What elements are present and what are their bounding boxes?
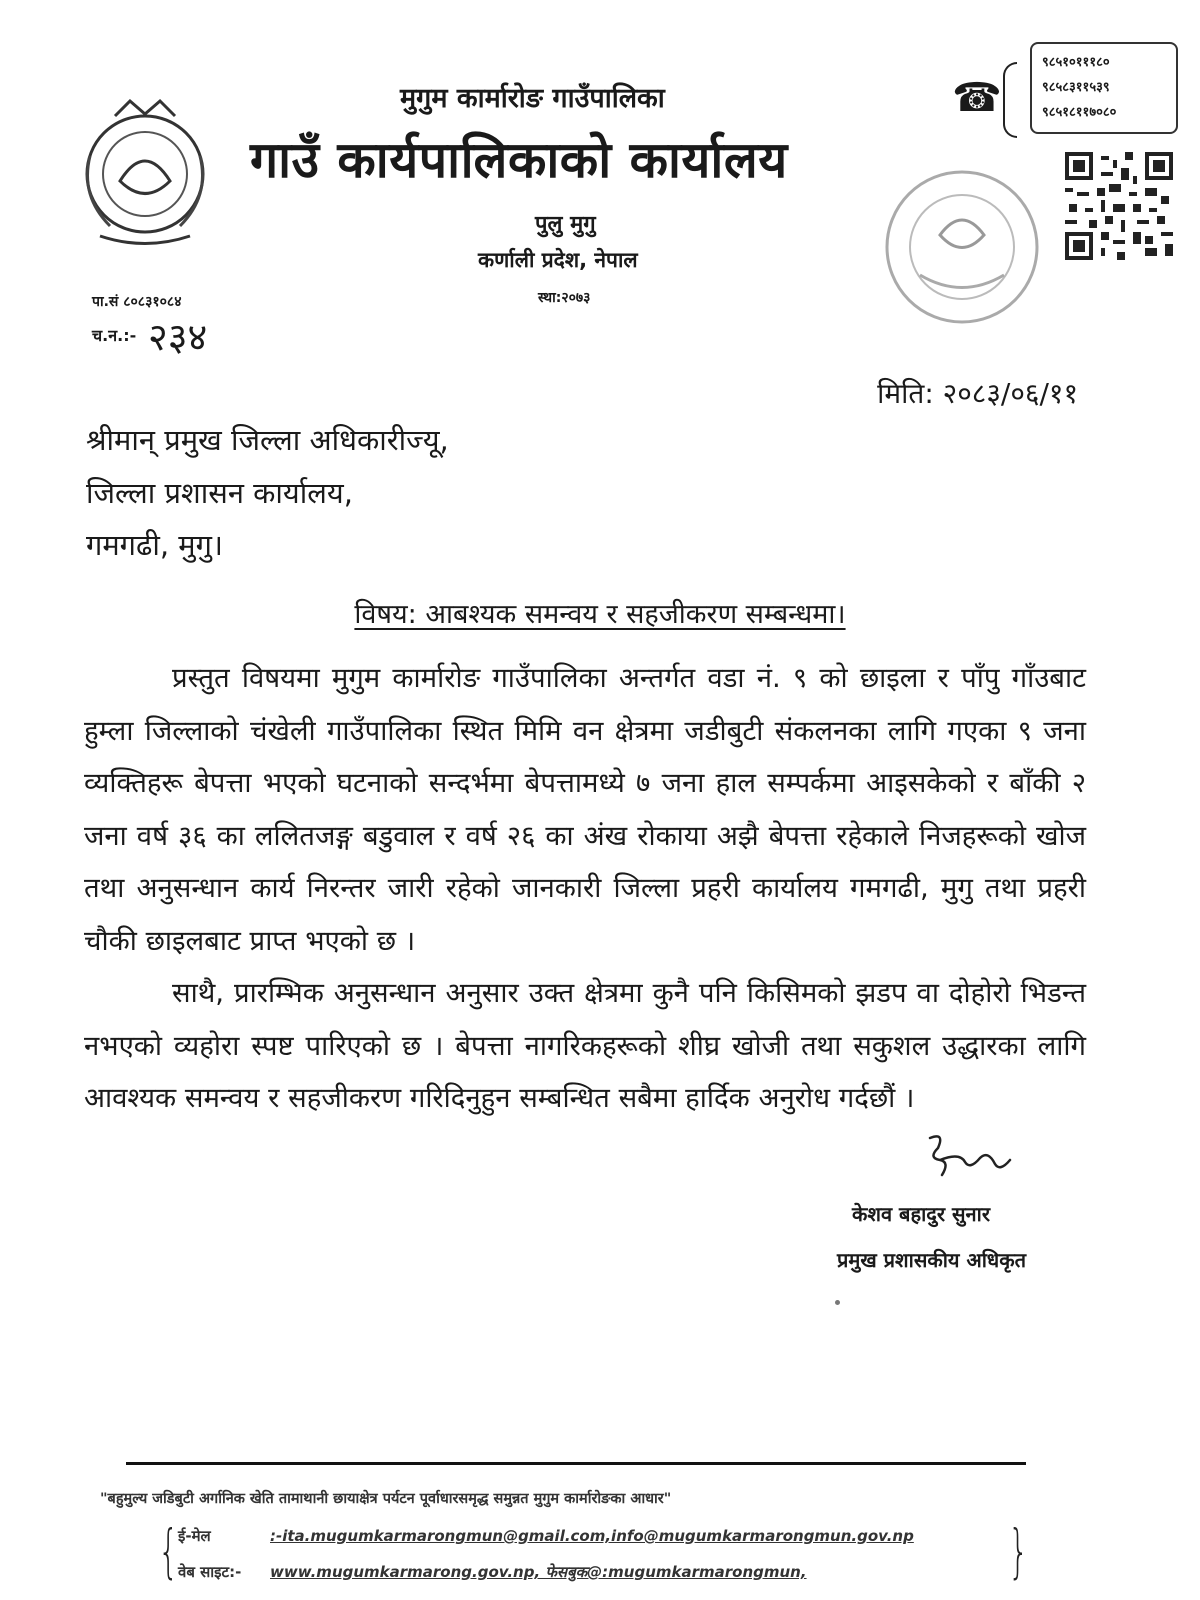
footer-email-line — [178, 1526, 914, 1546]
footer-brace-right: } — [1008, 1517, 1029, 1585]
body-paragraph: साथै, प्रारम्भिक अनुसन्धान अनुसार उक्त क्षेत्रमा कुनै पनि किसिमको झडप वा दोहोरो भिडन्त नभएको व्यहोरा स्पष्ट पारिएको छ । बेपत्ता नागरिकहरूको शीघ्र खोजी तथा सकुशल उद्धारका लागि आवश्यक समन्वय र सहजीकरण गरिदिनुहुन सम्बन्धित सबैमा हार्दिक अनुरोध गर्दछौं । — [84, 977, 1086, 1114]
office-stamp-icon — [880, 165, 1045, 330]
office-province: कर्णाली प्रदेश, नेपाल — [478, 248, 638, 272]
email-label: ई-मेल — [178, 1527, 211, 1545]
footer-web-line — [178, 1562, 807, 1582]
letter-date: मिति: २०८३/०६/११ — [877, 377, 1078, 410]
website-label: वेब साइट:- — [178, 1563, 242, 1581]
footer-divider — [126, 1462, 1026, 1465]
office-place: पुलु मुगु — [535, 212, 596, 237]
signer-name: केशव बहादुर सुनार — [852, 1202, 991, 1226]
reference-number: २३४ — [148, 315, 208, 359]
qr-code-icon — [1065, 152, 1173, 260]
reference-label: च.न.:- — [92, 326, 137, 345]
phone-number: ९८५१०१११८० — [1042, 55, 1110, 70]
telephone-icon: ☎ — [952, 75, 1002, 121]
letter-body — [84, 652, 1086, 1125]
subject-text: विषय: आबश्यक समन्वय र सहजीकरण सम्बन्धमा। — [354, 599, 846, 630]
footer-brace-left: { — [158, 1517, 179, 1585]
recipient-line: जिल्ला प्रशासन कार्यालय, — [86, 476, 353, 510]
handwritten-signature-icon — [910, 1130, 1020, 1190]
website-value[interactable]: www.mugumkarmarong.gov.np, फेसबुक@:mugumkarmarongmun, — [270, 1563, 807, 1581]
signer-title: प्रमुख प्रशासकीय अधिकृत — [837, 1248, 1026, 1272]
body-paragraph: प्रस्तुत विषयमा मुगुम कार्मारोङ गाउँपालिका अन्तर्गत वडा नं. ९ को छाइला र पाँपु गाँउबाट हुम्ला जिल्लाको चंखेली गाउँपालिका स्थित मिमि वन क्षेत्रमा जडीबुटी संकलनका लागि गएका ९ जना व्यक्तिहरू बेपत्ता भएको घटनाको सन्दर्भमा बेपत्तामध्ये ७ जना हाल सम्पर्कमा आइसकेको र बाँकी २ जना वर्ष ३६ का ललितजङ्ग बडुवाल र वर्ष २६ का अंख रोकाया अझै बेपत्ता रहेकाले निजहरूको खोज तथा अनुसन्धान कार्य निरन्तर जारी रहेको जानकारी जिल्ला प्रहरी कार्यालय गमगढी, मुगु तथा प्रहरी चौकी छाइलबाट प्राप्त भएको छ । — [84, 662, 1086, 957]
email-value[interactable]: :-ita.mugumkarmarongmun@gmail.com,info@mugumkarmarongmun.gov.np — [270, 1527, 914, 1545]
government-emblem-icon — [60, 86, 230, 256]
recipient-line: श्रीमान् प्रमुख जिल्ला अधिकारीज्यू, — [86, 423, 449, 457]
municipality-name: मुगुम कार्मारोङ गाउँपालिका — [400, 83, 665, 114]
phone-number: ९८५१८११७०८० — [1042, 105, 1117, 120]
phone-bracket — [1003, 62, 1017, 138]
established-year: स्था:२०७३ — [538, 290, 591, 306]
letter-subject — [0, 594, 1200, 631]
phone-number: ९८५८३११५३९ — [1042, 80, 1110, 95]
recipient-line: गमगढी, मुगु। — [86, 528, 223, 562]
pan-number: पा.सं ८०८३१०८४ — [92, 294, 182, 310]
footer-slogan: "बहुमुल्य जडिबुटी अर्गानिक खेति तामाथानी छायाक्षेत्र पर्यटन पूर्वाधारसमृद्ध समुन्नत मुगुम कार्मारोङका आधार" — [100, 1491, 672, 1507]
phone-numbers-box — [1030, 42, 1178, 134]
stray-dot — [835, 1300, 840, 1305]
office-title: गाउँ कार्यपालिकाको कार्यालय — [250, 131, 788, 189]
